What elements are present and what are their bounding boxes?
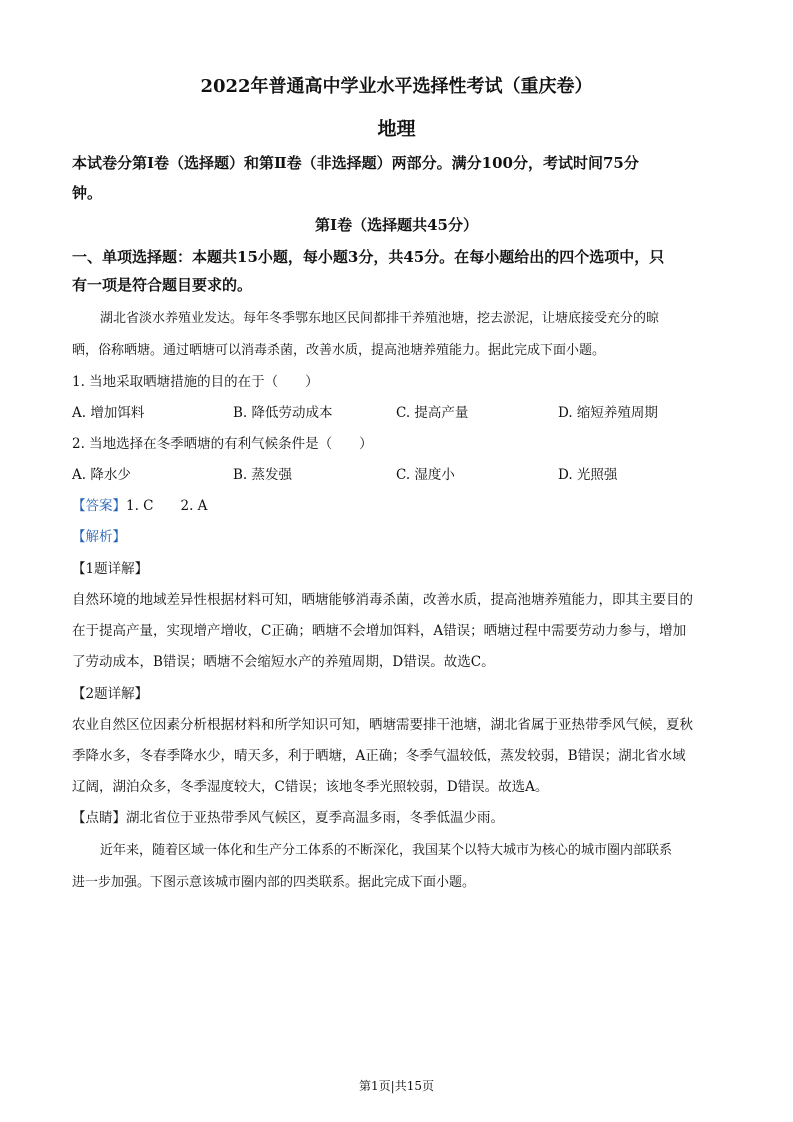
answer-values: 1. C 2. A: [126, 498, 208, 514]
answer-row: [72, 494, 207, 514]
question-1-option-d: D. 缩短养殖周期: [558, 405, 658, 421]
section-instruction-line-1: 一、单项选择题：本题共15小题，每小题3分，共45分。在每小题给出的四个选项中，只: [72, 248, 665, 266]
detail-1-line-2: 在于提高产量，实现增产增收，C正确；晒塘不会增加饵料，A错误；晒塘过程中需要劳动力参与，增加: [72, 623, 687, 639]
detail-2-line-1: 农业自然区位因素分析根据材料和所学知识可知，晒塘需要排干池塘，湖北省属于亚热带季风气候，夏秋: [72, 717, 693, 733]
analysis-tag: 【解析】: [72, 529, 126, 545]
question-1-option-a: A. 增加饵料: [72, 405, 145, 421]
question-2-option-a: A. 降水少: [72, 467, 131, 483]
section-instruction-line-2: 有一项是符合题目要求的。: [72, 276, 253, 294]
intro-line-2: 钟。: [72, 184, 103, 202]
material-1-line-1: 湖北省淡水养殖业发达。每年冬季鄂东地区民间都排干养殖池塘，挖去淤泥，让塘底接受充分的晾: [100, 311, 660, 326]
subject-title: 地理: [377, 118, 416, 140]
detail-2-tag: 【2题详解】: [72, 686, 149, 702]
material-2-line-2: 进一步加强。下图示意该城市圈内部的四类联系。据此完成下面小题。: [72, 875, 476, 890]
question-2-stem: 2. 当地选择在冬季晒塘的有利气候条件是（ ）: [72, 436, 373, 452]
tip-row: [72, 806, 504, 826]
question-1-option-c: C. 提高产量: [396, 405, 469, 421]
page-footer: 第1页|共15页: [359, 1079, 434, 1093]
material-1-line-2: 晒，俗称晒塘。通过晒塘可以消毒杀菌，改善水质，提高池塘养殖能力。据此完成下面小题。: [72, 343, 606, 358]
exam-title: 2022年普通高中学业水平选择性考试（重庆卷）: [200, 76, 593, 97]
section-title: 第Ⅰ卷（选择题共45分）: [315, 216, 478, 234]
tip-text: 湖北省位于亚热带季风气候区，夏季高温多雨，冬季低温少雨。: [126, 810, 504, 826]
answer-tag: 【答案】: [72, 498, 126, 514]
question-2-option-d: D. 光照强: [558, 467, 618, 483]
detail-2-line-3: 辽阔，湖泊众多，冬季湿度较大，C错误；该地冬季光照较弱，D错误。故选A。: [72, 779, 549, 795]
detail-1-line-3: 了劳动成本，B错误；晒塘不会缩短水产的养殖周期，D错误。故选C。: [72, 654, 495, 670]
detail-1-tag: 【1题详解】: [72, 561, 149, 577]
material-2-line-1: 近年来，随着区域一体化和生产分工体系的不断深化，我国某个以特大城市为核心的城市圈内部联系: [100, 843, 673, 858]
question-2-option-b: B. 蒸发强: [233, 467, 293, 483]
detail-1-line-1: 自然环境的地域差异性根据材料可知，晒塘能够消毒杀菌，改善水质，提高池塘养殖能力，即其主要目的: [72, 592, 693, 608]
question-1-option-b: B. 降低劳动成本: [233, 405, 333, 421]
detail-2-line-2: 季降水多，冬春季降水少，晴天多，利于晒塘，A正确；冬季气温较低，蒸发较弱，B错误；湖北省水域: [72, 748, 686, 764]
intro-line-1: 本试卷分第Ⅰ卷（选择题）和第Ⅱ卷（非选择题）两部分。满分100分，考试时间75分: [72, 154, 639, 172]
tip-tag: 【点睛】: [72, 810, 126, 826]
question-2-option-c: C. 湿度小: [396, 467, 455, 483]
question-1-stem: 1. 当地采取晒塘措施的目的在于（ ）: [72, 374, 319, 390]
